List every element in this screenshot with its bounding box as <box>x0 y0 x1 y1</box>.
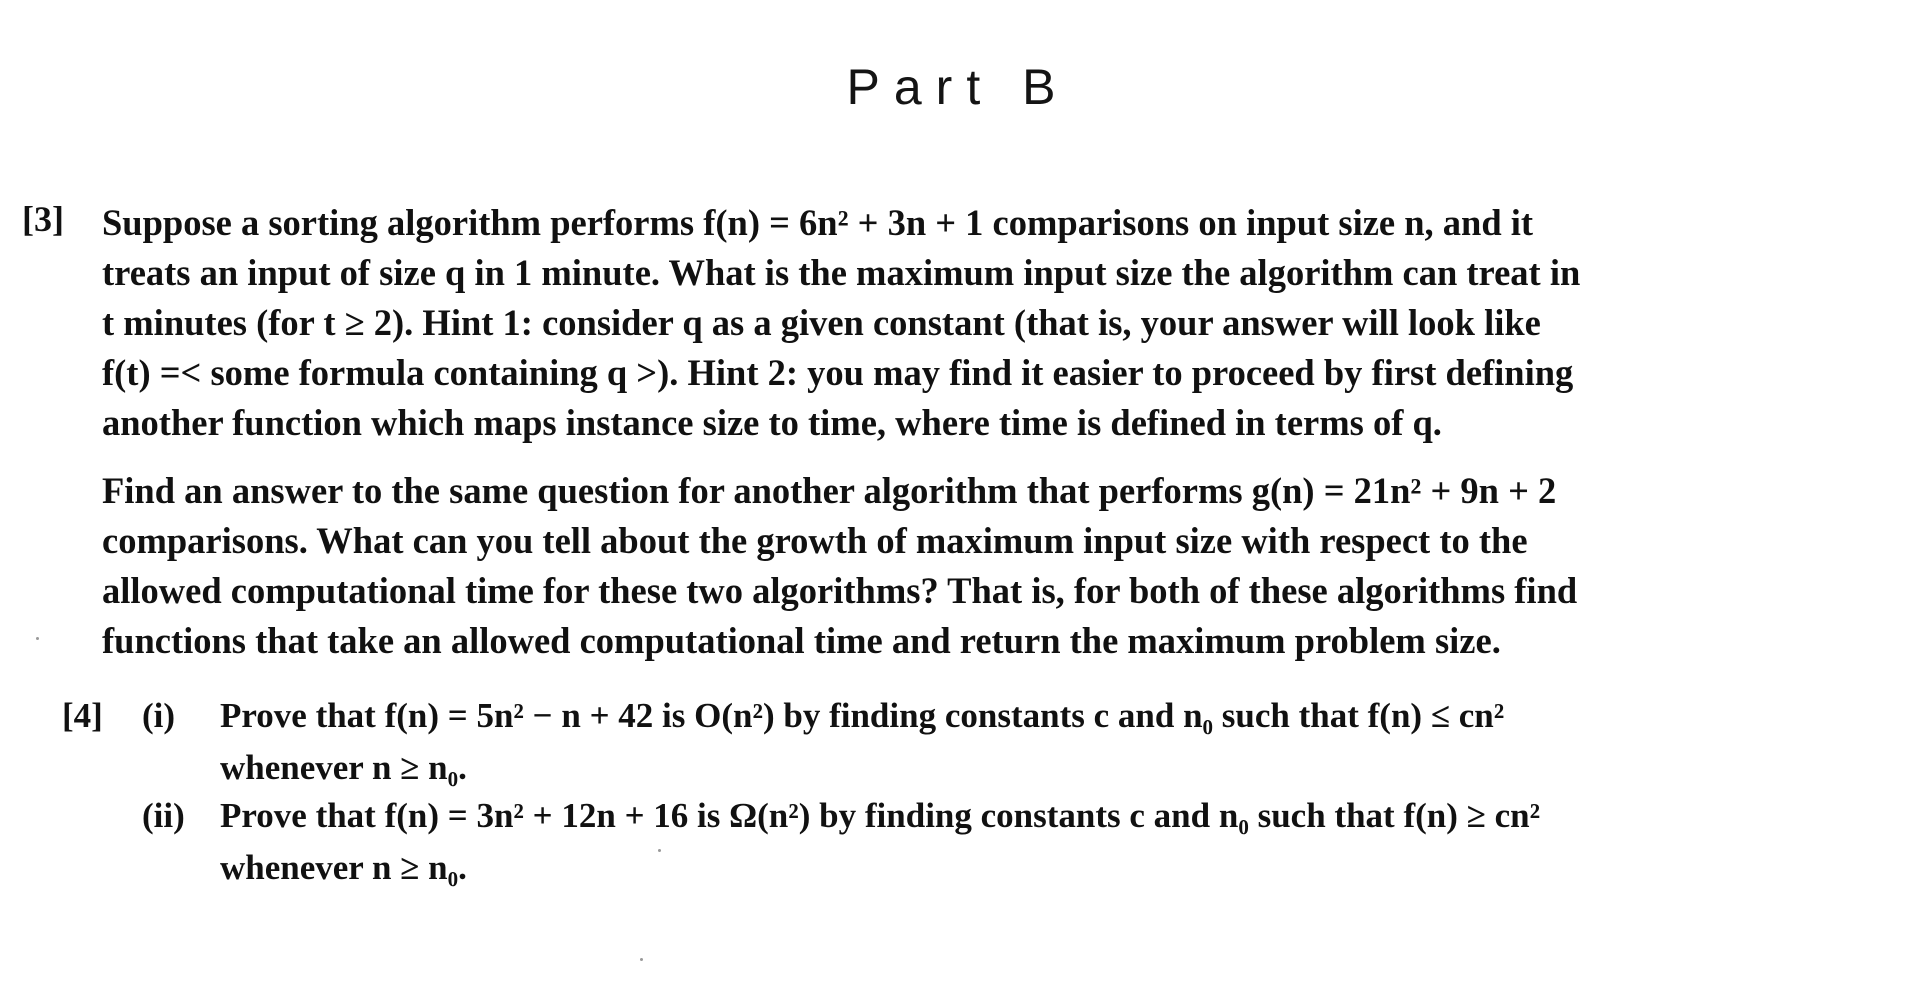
problem-3-paragraph-2 <box>102 466 1722 666</box>
part-i-label: (i) <box>142 696 176 735</box>
problem-3-line: treats an input of size q in 1 minute. What is the maximum input size the algorithm can treat in <box>102 252 1581 293</box>
part-i-continuation: whenever n ≥ n₀. <box>220 748 467 787</box>
problem-3-line: functions that take an allowed computational time and return the maximum problem size. <box>102 620 1501 661</box>
page-title: Part B <box>846 59 1070 115</box>
problem-3-line: Find an answer to the same question for another algorithm that performs g(n) = 21n² + 9n + 2 <box>102 470 1557 511</box>
part-ii-text: Prove that f(n) = 3n² + 12n + 16 is Ω(n²) by finding constants c and n₀ such that f(n) ≥ cn² <box>220 796 1541 835</box>
scan-speck <box>36 637 39 640</box>
problem-3-number: [3] <box>22 199 64 239</box>
scan-speck <box>658 849 661 852</box>
problem-4-number: [4] <box>62 696 103 735</box>
problem-3-line: t minutes (for t ≥ 2). Hint 1: consider q as a given constant (that is, your answer will look like <box>102 302 1541 343</box>
part-ii-label: (ii) <box>142 796 185 835</box>
problem-3-paragraph-1 <box>102 198 1722 448</box>
part-i-text: Prove that f(n) = 5n² − n + 42 is O(n²) by finding constants c and n₀ such that f(n) ≤ cn² <box>220 696 1505 735</box>
problem-3-line: comparisons. What can you tell about the growth of maximum input size with respect to the <box>102 520 1528 561</box>
problem-3-line: f(t) =< some formula containing q >). Hint 2: you may find it easier to proceed by first defining <box>102 352 1574 393</box>
scan-speck <box>640 958 643 961</box>
problem-3-line: allowed computational time for these two algorithms? That is, for both of these algorithms find <box>102 570 1578 611</box>
problem-3-line: another function which maps instance size to time, where time is defined in terms of q. <box>102 402 1442 443</box>
problem-3-line: Suppose a sorting algorithm performs f(n) = 6n² + 3n + 1 comparisons on input size n, and it <box>102 202 1534 243</box>
part-ii-continuation: whenever n ≥ n₀. <box>220 848 467 887</box>
